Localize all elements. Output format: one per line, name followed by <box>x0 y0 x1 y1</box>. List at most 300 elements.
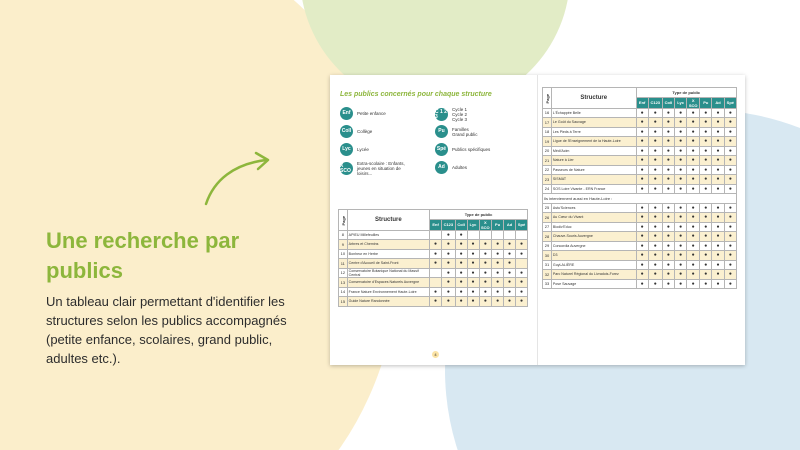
row-mark: ● <box>467 259 479 269</box>
row-mark: ● <box>455 240 467 250</box>
row-mark: ● <box>648 213 662 223</box>
row-page-number: 14 <box>339 287 348 297</box>
legend-label: Adultes <box>452 165 468 170</box>
row-mark: ● <box>516 287 528 297</box>
row-mark: ● <box>648 127 662 137</box>
row-mark: ● <box>724 184 736 194</box>
column-header-category: Ad <box>504 219 516 230</box>
row-mark: ● <box>674 241 686 251</box>
row-mark: ● <box>712 156 724 166</box>
row-mark: ● <box>700 184 712 194</box>
legend-item <box>340 161 405 176</box>
row-page-number: 29 <box>543 241 552 251</box>
row-mark: ● <box>662 146 674 156</box>
table-row <box>339 230 528 240</box>
row-mark: ● <box>467 249 479 259</box>
row-mark: ● <box>504 240 516 250</box>
row-mark: ● <box>687 184 700 194</box>
slide-description: Un tableau clair permettant d'identifier les structures selon les publics accompagnés (petite enfance, scolaires, grand public, adultes etc.). <box>46 294 287 366</box>
row-mark: ● <box>687 203 700 213</box>
public-category-icon: Lyc <box>340 143 353 156</box>
row-mark: ● <box>712 137 724 147</box>
row-mark: ● <box>700 175 712 185</box>
row-mark: ● <box>674 184 686 194</box>
row-mark: ● <box>430 259 442 269</box>
row-mark <box>430 230 442 240</box>
row-page-number: 33 <box>543 279 552 289</box>
row-mark: ● <box>674 222 686 232</box>
row-structure-name: Pose Sauvage <box>551 279 636 289</box>
row-mark: ● <box>724 146 736 156</box>
row-page-number: 12 <box>339 268 348 278</box>
row-mark: ● <box>479 287 492 297</box>
row-mark: ● <box>700 279 712 289</box>
legend-label: Publics spécifiques <box>452 147 491 152</box>
row-mark: ● <box>430 297 442 307</box>
row-mark: ● <box>687 260 700 270</box>
column-header-category: X SCO <box>480 219 490 230</box>
row-mark: ● <box>687 241 700 251</box>
table-row <box>543 260 737 270</box>
row-page-number: 32 <box>543 270 552 280</box>
row-mark: ● <box>636 222 648 232</box>
table-row <box>543 108 737 118</box>
legend-item <box>435 143 500 156</box>
row-mark: ● <box>724 270 736 280</box>
row-mark: ● <box>662 118 674 128</box>
column-header-category: C123 <box>442 219 456 230</box>
row-mark: ● <box>712 175 724 185</box>
row-mark: ● <box>687 222 700 232</box>
row-mark: ● <box>712 279 724 289</box>
row-mark: ● <box>700 203 712 213</box>
table-row <box>339 297 528 307</box>
row-structure-name: Bonheur en Herbe <box>347 249 429 259</box>
row-structure-name: APIEU Millefeuilles <box>347 230 429 240</box>
row-mark: ● <box>636 118 648 128</box>
public-category-icon: Pu <box>435 125 448 138</box>
row-mark: ● <box>492 249 504 259</box>
row-mark: ● <box>455 268 467 278</box>
row-mark: ● <box>724 260 736 270</box>
structure-table-left <box>338 209 528 307</box>
row-mark: ● <box>648 251 662 261</box>
document-spread <box>330 75 745 365</box>
row-page-number: 24 <box>543 184 552 194</box>
row-mark: ● <box>724 222 736 232</box>
row-mark: ● <box>492 297 504 307</box>
row-mark: ● <box>442 278 456 288</box>
row-mark: ● <box>700 156 712 166</box>
row-mark: ● <box>479 259 492 269</box>
row-mark: ● <box>712 108 724 118</box>
row-mark: ● <box>492 259 504 269</box>
row-mark: ● <box>700 165 712 175</box>
row-structure-name: Les Pieds à Terre <box>551 127 636 137</box>
row-mark: ● <box>636 108 648 118</box>
column-header-category: X SCO <box>687 97 700 108</box>
row-mark: ● <box>674 127 686 137</box>
row-mark: ● <box>662 127 674 137</box>
legend-item <box>435 125 500 138</box>
row-mark: ● <box>636 270 648 280</box>
row-mark: ● <box>700 108 712 118</box>
row-mark: ● <box>648 184 662 194</box>
row-mark: ● <box>662 270 674 280</box>
row-mark: ● <box>674 232 686 242</box>
row-mark: ● <box>724 127 736 137</box>
row-page-number: 30 <box>543 251 552 261</box>
table-row <box>339 268 528 278</box>
row-page-number: 27 <box>543 222 552 232</box>
row-mark: ● <box>636 137 648 147</box>
row-mark: ● <box>492 287 504 297</box>
column-header-category: Pu <box>492 219 504 230</box>
row-mark: ● <box>442 259 456 269</box>
column-header-category: Ad <box>712 97 724 108</box>
row-mark: ● <box>648 156 662 166</box>
row-page-number: 21 <box>543 156 552 166</box>
row-mark: ● <box>674 156 686 166</box>
table-row <box>543 156 737 166</box>
row-mark: ● <box>648 203 662 213</box>
row-structure-name: Passeurs de Nature <box>551 165 636 175</box>
row-mark: ● <box>674 175 686 185</box>
row-mark: ● <box>648 222 662 232</box>
row-page-number: 15 <box>339 297 348 307</box>
legend-item <box>435 161 500 174</box>
row-mark: ● <box>712 213 724 223</box>
row-mark: ● <box>700 146 712 156</box>
row-mark <box>430 268 442 278</box>
row-page-number: 18 <box>543 127 552 137</box>
row-mark: ● <box>687 270 700 280</box>
row-mark: ● <box>442 249 456 259</box>
row-mark: ● <box>662 222 674 232</box>
row-mark: ● <box>516 278 528 288</box>
row-mark: ● <box>662 279 674 289</box>
row-mark: ● <box>700 251 712 261</box>
row-mark: ● <box>636 184 648 194</box>
row-page-number: 13 <box>339 278 348 288</box>
row-mark: ● <box>636 241 648 251</box>
row-page-number: 26 <box>543 213 552 223</box>
row-mark: ● <box>662 156 674 166</box>
legend-label: Collège <box>357 129 373 134</box>
row-mark: ● <box>516 249 528 259</box>
row-page-number: 16 <box>543 108 552 118</box>
row-mark: ● <box>662 213 674 223</box>
page-fold <box>537 75 538 365</box>
row-mark: ● <box>504 268 516 278</box>
row-mark: ● <box>662 108 674 118</box>
row-mark: ● <box>674 213 686 223</box>
public-category-icon: C 1 2 3 <box>435 108 447 120</box>
row-structure-name: Parc Naturel Régional du Livradois-Forez <box>551 270 636 280</box>
column-header-structure: Structure <box>347 210 429 231</box>
row-structure-name: Astu'Sciences <box>551 203 636 213</box>
row-mark: ● <box>455 259 467 269</box>
row-mark: ● <box>700 222 712 232</box>
table-row <box>543 127 737 137</box>
column-header-category: Coll <box>455 219 467 230</box>
legend-item <box>340 107 405 120</box>
row-mark: ● <box>674 165 686 175</box>
row-mark: ● <box>712 165 724 175</box>
row-mark: ● <box>648 146 662 156</box>
row-mark: ● <box>492 278 504 288</box>
row-mark: ● <box>674 251 686 261</box>
row-mark: ● <box>504 259 516 269</box>
row-mark: ● <box>700 270 712 280</box>
legend-label: Cycle 1 Cycle 2 Cycle 3 <box>452 107 468 122</box>
row-mark: ● <box>687 251 700 261</box>
table-row <box>339 278 528 288</box>
row-page-number: 9 <box>339 240 348 250</box>
row-mark: ● <box>504 287 516 297</box>
row-mark: ● <box>662 184 674 194</box>
row-mark: ● <box>479 249 492 259</box>
row-structure-name: Conservatoire Botanique National du Massif Central <box>347 268 429 278</box>
table-row <box>543 118 737 128</box>
legend-item <box>340 125 405 138</box>
row-page-number: 8 <box>339 230 348 240</box>
row-page-number: 28 <box>543 232 552 242</box>
column-header-category: Spé <box>724 97 736 108</box>
row-structure-name: GuyLALIÈRE <box>551 260 636 270</box>
table-row <box>339 240 528 250</box>
row-mark: ● <box>648 260 662 270</box>
slide-heading: Une recherche par publics <box>46 228 240 283</box>
row-mark: ● <box>700 232 712 242</box>
row-mark: ● <box>687 232 700 242</box>
row-mark: ● <box>467 278 479 288</box>
arrow-icon <box>200 150 280 210</box>
row-mark: ● <box>636 146 648 156</box>
public-category-icon: Spé <box>435 143 448 156</box>
table-row <box>339 287 528 297</box>
row-mark: ● <box>712 241 724 251</box>
row-mark: ● <box>662 137 674 147</box>
column-header-category: Enf <box>636 97 648 108</box>
row-mark: ● <box>674 260 686 270</box>
table-row <box>543 270 737 280</box>
row-page-number: 17 <box>543 118 552 128</box>
public-category-icon: Enf <box>340 107 353 120</box>
document-left-page <box>336 83 532 359</box>
row-mark: ● <box>724 279 736 289</box>
row-mark: ● <box>662 241 674 251</box>
row-mark: ● <box>455 297 467 307</box>
row-mark: ● <box>467 240 479 250</box>
structure-table-right <box>542 87 737 289</box>
row-structure-name: Concordia Auvergne <box>551 241 636 251</box>
row-mark: ● <box>516 297 528 307</box>
row-mark: ● <box>648 270 662 280</box>
row-mark: ● <box>700 213 712 223</box>
row-mark: ● <box>636 203 648 213</box>
row-mark: ● <box>700 118 712 128</box>
table-row <box>543 175 737 185</box>
document-title: Les publics concernés pour chaque structure <box>340 91 492 98</box>
column-header-category: Spé <box>516 219 528 230</box>
row-structure-name: Conservatoire d'Espaces Naturels Auvergne <box>347 278 429 288</box>
row-mark: ● <box>724 165 736 175</box>
row-structure-name: Le Goût du Sauvage <box>551 118 636 128</box>
row-mark: ● <box>504 297 516 307</box>
row-mark <box>492 230 504 240</box>
row-structure-name: France Nature Environnement Haute-Loire <box>347 287 429 297</box>
row-mark: ● <box>712 222 724 232</box>
row-mark: ● <box>648 118 662 128</box>
row-mark: ● <box>724 232 736 242</box>
row-mark: ● <box>430 249 442 259</box>
legend-label: Petite enfance <box>357 111 386 116</box>
row-mark: ● <box>724 108 736 118</box>
row-structure-name: Ligue de l'Enseignement de la Haute-Loire <box>551 137 636 147</box>
row-page-number: 20 <box>543 146 552 156</box>
row-mark: ● <box>674 270 686 280</box>
row-mark <box>479 230 492 240</box>
row-mark: ● <box>712 146 724 156</box>
column-header-category: C123 <box>648 97 662 108</box>
public-category-icon: X SCO <box>340 162 353 175</box>
row-page-number: 10 <box>339 249 348 259</box>
row-page-number: 31 <box>543 260 552 270</box>
table-row <box>543 165 737 175</box>
row-mark <box>504 230 516 240</box>
row-mark <box>430 278 442 288</box>
row-mark: ● <box>662 260 674 270</box>
row-mark: ● <box>662 165 674 175</box>
column-header-category: Enf <box>430 219 442 230</box>
column-header-page: Page <box>543 88 552 109</box>
table-row <box>543 146 737 156</box>
row-mark: ● <box>636 175 648 185</box>
table-row <box>543 279 737 289</box>
row-mark: ● <box>442 230 456 240</box>
row-mark: ● <box>442 240 456 250</box>
row-mark <box>467 230 479 240</box>
row-structure-name: Biodiv'Educ <box>551 222 636 232</box>
column-header-category: Lyc <box>674 97 686 108</box>
row-mark: ● <box>712 203 724 213</box>
row-mark: ● <box>662 175 674 185</box>
row-mark: ● <box>687 175 700 185</box>
row-mark: ● <box>479 240 492 250</box>
row-mark: ● <box>442 287 456 297</box>
row-mark: ● <box>636 251 648 261</box>
column-header-category: Coll <box>662 97 674 108</box>
row-mark: ● <box>455 287 467 297</box>
row-mark: ● <box>430 240 442 250</box>
row-mark: ● <box>674 137 686 147</box>
row-mark: ● <box>712 251 724 261</box>
row-structure-name: SOS Loire Vivante - ERN France <box>551 184 636 194</box>
row-mark: ● <box>648 279 662 289</box>
row-structure-name: Guide Nature Randonnée <box>347 297 429 307</box>
row-mark: ● <box>648 232 662 242</box>
row-mark: ● <box>724 156 736 166</box>
row-mark: ● <box>636 156 648 166</box>
public-category-icon: Coll <box>340 125 353 138</box>
column-header-category: Pu <box>700 97 712 108</box>
row-mark: ● <box>687 165 700 175</box>
row-structure-name: Arbres et Chemins <box>347 240 429 250</box>
row-mark: ● <box>504 278 516 288</box>
table-row <box>543 137 737 147</box>
row-structure-name: SISMAT <box>551 175 636 185</box>
row-mark: ● <box>674 146 686 156</box>
legend-item <box>340 143 405 156</box>
row-mark: ● <box>687 213 700 223</box>
row-mark: ● <box>636 279 648 289</box>
row-mark: ● <box>442 268 456 278</box>
table-row <box>339 249 528 259</box>
row-mark: ● <box>687 118 700 128</box>
row-mark: ● <box>636 232 648 242</box>
row-mark: ● <box>662 232 674 242</box>
row-mark: ● <box>687 137 700 147</box>
row-mark: ● <box>467 268 479 278</box>
row-page-number: 22 <box>543 165 552 175</box>
row-mark: ● <box>724 213 736 223</box>
row-mark: ● <box>636 165 648 175</box>
public-category-icon: Ad <box>435 161 448 174</box>
table-row <box>543 251 737 261</box>
row-mark: ● <box>662 203 674 213</box>
row-mark: ● <box>662 251 674 261</box>
row-mark: ● <box>674 203 686 213</box>
table-row <box>543 222 737 232</box>
column-header-structure: Structure <box>551 88 636 109</box>
row-mark: ● <box>687 279 700 289</box>
row-mark: ● <box>700 241 712 251</box>
column-header-page: Page <box>339 210 348 231</box>
row-mark: ● <box>636 213 648 223</box>
row-mark: ● <box>504 249 516 259</box>
table-row <box>339 259 528 269</box>
row-mark: ● <box>455 249 467 259</box>
row-structure-name: L'Échappée Belle <box>551 108 636 118</box>
row-structure-name: D3 <box>551 251 636 261</box>
row-mark: ● <box>724 118 736 128</box>
row-page-number: 23 <box>543 175 552 185</box>
row-mark: ● <box>687 146 700 156</box>
row-mark: ● <box>724 175 736 185</box>
row-mark: ● <box>492 268 504 278</box>
row-mark: ● <box>687 127 700 137</box>
row-mark: ● <box>674 118 686 128</box>
row-mark: ● <box>492 240 504 250</box>
page-number: 4 <box>432 351 439 358</box>
column-header-type: Type de public <box>636 88 736 98</box>
row-mark: ● <box>467 287 479 297</box>
row-mark: ● <box>479 268 492 278</box>
row-mark: ● <box>516 240 528 250</box>
row-structure-name: Nature à Lier <box>551 156 636 166</box>
row-mark: ● <box>724 137 736 147</box>
row-mark: ● <box>479 278 492 288</box>
document-right-page <box>542 83 739 359</box>
column-header-category: Lyc <box>467 219 479 230</box>
row-page-number: 11 <box>339 259 348 269</box>
column-header-type: Type de public <box>430 210 528 220</box>
row-mark: ● <box>700 137 712 147</box>
row-mark: ● <box>724 251 736 261</box>
row-page-number: 19 <box>543 137 552 147</box>
row-mark: ● <box>467 297 479 307</box>
